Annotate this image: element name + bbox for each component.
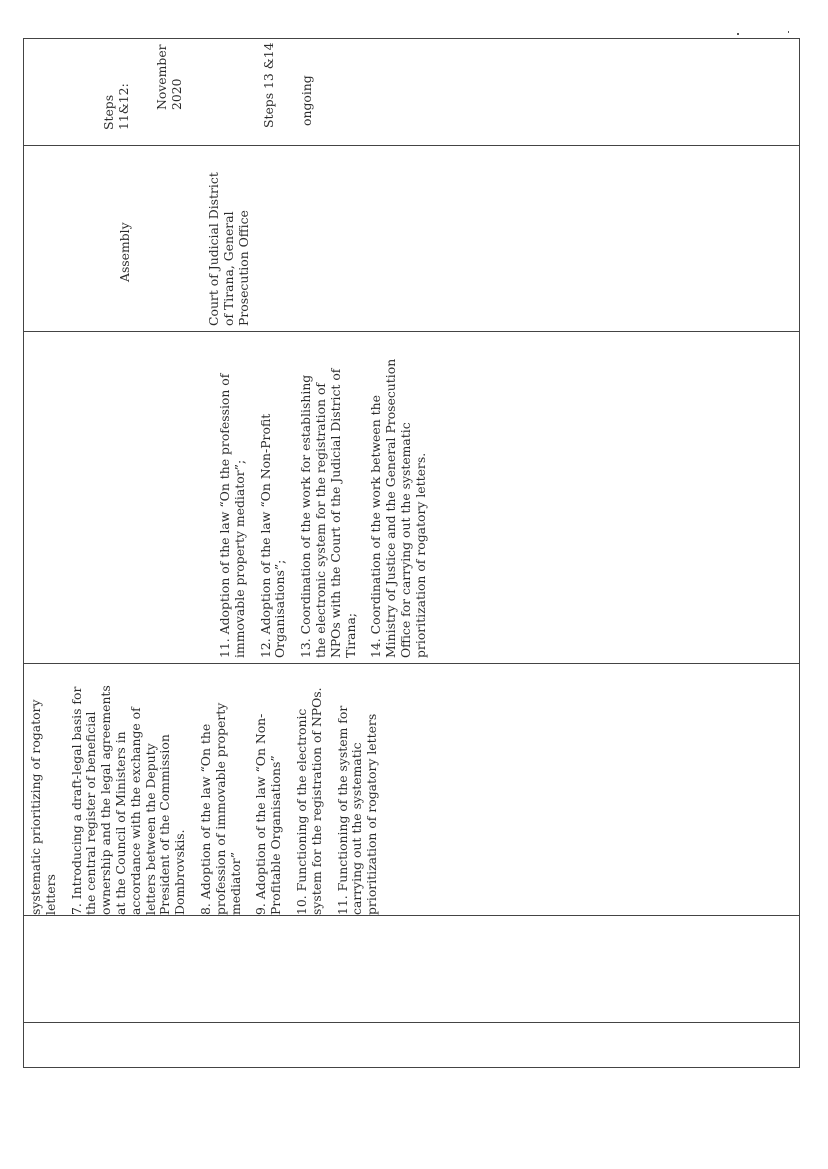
timeline-steps-11-12: Steps 11&12: <box>101 83 131 130</box>
timeline-ongoing: ongoing <box>299 75 314 126</box>
objective-continued-text: systematic prioritizing of rogatory letters <box>28 699 58 915</box>
action-item-13: 13. Coordination of the work for establishing the electronic system for the registration of NPOs with the Court of the Judicial District of Tirana; <box>298 368 358 658</box>
column-divider <box>24 145 799 146</box>
action-item-12: 12. Adoption of the law “On Non-Profit Organisations”; <box>257 413 288 658</box>
objective-item-7: 7. Introducing a draft-legal basis for the central register of beneficial ownership and the legal agreements at the Council of Ministers in accordance with the exchange of letters between the Deputy President of the Commission Dombrovskis. <box>68 685 188 915</box>
scan-speck <box>788 31 789 33</box>
objective-item-10: 10. Functioning of the electronic system for the registration of NPOs. <box>293 687 324 915</box>
column-divider <box>24 663 799 664</box>
action-item-11: 11. Adoption of the law “On the profession of immovable property mediator”; <box>217 373 247 658</box>
objective-item-8: 8. Adoption of the law “On the profession of immovable property mediator” <box>197 702 243 915</box>
actions-text <box>218 359 429 658</box>
timeline-steps-13-14: Steps 13 &14 <box>261 42 276 128</box>
objective-item-11: 11. Functioning of the system for carrying out the systematic prioritization of rogatory letters <box>334 705 380 915</box>
objectives-text <box>29 685 380 915</box>
column-divider <box>24 915 799 916</box>
column-divider <box>24 331 799 332</box>
responsible-assembly: Assembly <box>117 222 132 282</box>
scan-speck <box>737 33 739 35</box>
objective-item-9: 9. Adoption of the law “On Non- Profitable Organisations” <box>253 713 284 915</box>
timeline-november-2020: November 2020 <box>154 44 184 110</box>
action-item-14: 14. Coordination of the work between the Ministry of Justice and the General Prosecution Office for carrying out the systematic prioritization of rogatory letters. <box>368 358 428 658</box>
column-divider <box>24 1022 799 1023</box>
responsible-court: Court of Judicial District of Tirana, General Prosecution Office <box>206 172 251 326</box>
